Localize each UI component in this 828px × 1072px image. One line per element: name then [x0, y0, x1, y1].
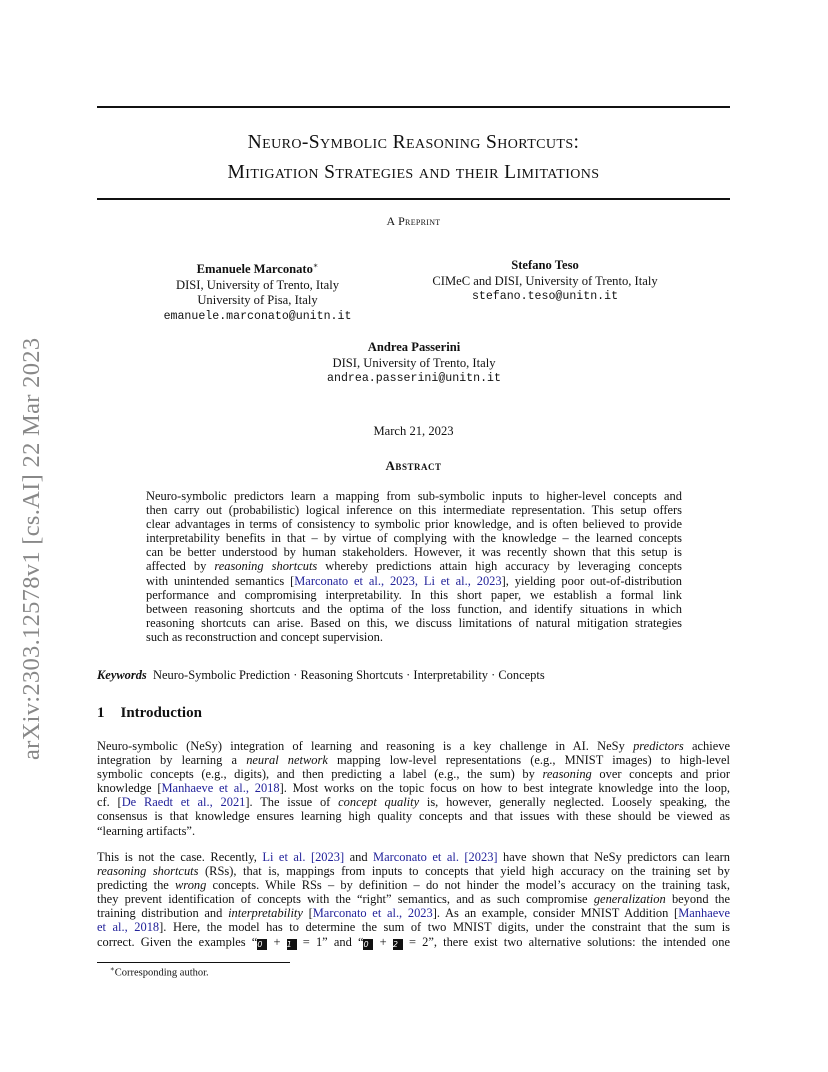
text-run: ]. As an example, consider MNIST Addition [ [432, 906, 679, 921]
text-run: ]. Here, the model has to determine the sum of two MNIST digits, under the constraint that the sum is [159, 920, 731, 935]
emphasis: wrong [175, 878, 207, 893]
text-run: ]. Most works on the topic focus on how to best integrate knowledge into the loop, [279, 781, 731, 796]
text-run: ], yielding poor out-of-distribution [501, 573, 682, 588]
text-run: with unintended semantics [ [146, 573, 295, 588]
author-name: Emanuele Marconato [196, 262, 313, 277]
abstract-line: Neuro-symbolic predictors learn a mapping from sub-symbolic inputs to higher-level concepts and [146, 489, 682, 503]
emphasis: reasoning shortcuts [97, 864, 199, 879]
paragraph-line [97, 935, 730, 950]
mnist-digit-2-icon: 2 [393, 939, 403, 950]
citation-link[interactable]: De Raedt et al., 2021 [121, 795, 246, 810]
abstract-line: interpretability benefits in that – by virtue of complying with the knowledge – the learned concepts [146, 531, 682, 546]
text-run: integration by learning a [97, 753, 247, 768]
paragraph-line [97, 767, 730, 781]
abstract-line: performance and compromising interpretability. In this short paper, we establish a formal link [146, 587, 682, 602]
title-line-2: Mitigation Strategies and their Limitations [227, 162, 600, 183]
title-line-1: Neuro-Symbolic Reasoning Shortcuts: [247, 132, 580, 153]
abstract-line [146, 559, 682, 573]
citation-link[interactable]: Marconato et al. [2023] [373, 850, 498, 864]
citation-link[interactable]: et al., 2018 [97, 920, 160, 935]
paragraph-line [97, 781, 730, 795]
author-name: Andrea Passerini [367, 340, 461, 354]
keywords-label: Keywords [97, 668, 147, 682]
paragraph-line [97, 739, 730, 753]
text-run: knowledge [ [97, 781, 162, 796]
text-run: and [344, 850, 374, 864]
text-run: affected by [146, 559, 215, 574]
text-run: correct. Given the examples “ [97, 934, 258, 949]
paragraph-line [97, 920, 730, 934]
text-run: is, however, generally neglected. Loosely speaking, the [419, 795, 731, 810]
paragraph-line: consensus is that knowledge ensures learning high quality concepts and that issues with these should be viewed as [97, 809, 730, 824]
text-run: = 2”, there exist two alternative solutions: the intended one [402, 934, 731, 949]
abstract-line: clear advantages in terms of consistency to symbolic prior knowledge, and is often believed to provide [146, 517, 682, 532]
emphasis: neural network [246, 753, 328, 768]
citation-link[interactable]: Manhaeve et al., 2018 [161, 781, 280, 796]
footnote-mark: ∗ [110, 965, 115, 973]
text-run: achieve [683, 739, 730, 753]
text-run: have shown that NeSy predictors can learn [497, 850, 731, 864]
text-run: over concepts and prior [591, 767, 730, 782]
abstract-line: then carry out (probabilistic) logical inference on this intermediate representation. This setup offers [146, 503, 682, 518]
author-name: Stefano Teso [511, 258, 579, 272]
paragraph-line [97, 892, 730, 906]
author-email: andrea.passerini@unitn.it [327, 372, 501, 385]
author-block-marconato [140, 258, 375, 324]
citation-link[interactable]: Li et al. [2023] [262, 850, 345, 864]
keywords-text: Neuro-Symbolic Prediction · Reasoning Shortcuts · Interpretability · Concepts [152, 668, 545, 682]
footnote [110, 965, 209, 979]
text-run: concepts. While RSs – by definition – do not hinder the model’s accuracy on the training task, [206, 878, 731, 893]
text-run: (RSs), that is, mappings from inputs to concepts that yield high accuracy on the training set by [198, 864, 730, 879]
text-run: ]. The issue of [245, 795, 339, 810]
text-run: they prevent identification of concepts with the “right” semantics, and as such compromise [97, 892, 594, 907]
text-run: symbolic concepts (e.g., digits), and then predicting a label (e.g., the sum) by [97, 767, 543, 782]
text-run: predicting the [97, 878, 176, 893]
title-top-rule [97, 106, 730, 108]
paragraph-line: “learning artifacts”. [97, 823, 196, 838]
text-run: training distribution and [97, 906, 229, 921]
paper-date: March 21, 2023 [373, 424, 454, 438]
emphasis: predictors [633, 739, 684, 753]
abstract-line: can be better understood by human stakeholders. However, it was recently shown that this setup is [146, 545, 682, 560]
emphasis: concept quality [338, 795, 420, 810]
footnote-text: Corresponding author. [114, 967, 209, 979]
emphasis: interpretability [228, 906, 303, 921]
author-email: emanuele.marconato@unitn.it [163, 309, 352, 323]
arxiv-identifier: arXiv:2303.12578v1 [cs.AI] 22 Mar 2023 [18, 337, 45, 760]
plus-sign: + [267, 934, 287, 949]
abstract-text [146, 489, 682, 644]
paragraph-line [97, 753, 730, 767]
preprint-label: A Preprint [386, 214, 441, 228]
emphasis: reasoning [542, 767, 592, 782]
paragraph-line [97, 864, 730, 878]
author-block-passerini [290, 340, 538, 387]
text-run: cf. [ [97, 795, 122, 810]
intro-paragraph-2 [97, 850, 730, 950]
citation-link[interactable]: Manhaeve [678, 906, 730, 921]
plus-sign: + [373, 934, 393, 949]
paragraph-line [97, 878, 730, 892]
text-run: This is not the case. Recently, [97, 850, 263, 864]
title-bottom-rule [97, 198, 730, 200]
citation-link[interactable]: Marconato et al., 2023, Li et al., 2023 [294, 573, 502, 588]
abstract-line: between reasoning shortcuts and the optima of the loss function, and identify situations in which [146, 601, 682, 616]
author-email: stefano.teso@unitn.it [471, 290, 619, 303]
citation-link[interactable]: Marconato et al., 2023 [312, 906, 433, 921]
footnote-rule [97, 962, 290, 963]
text-run: = 1” and “ [296, 934, 364, 949]
mnist-digit-0-icon: 0 [257, 939, 267, 950]
author-affiliation: University of Pisa, Italy [197, 293, 318, 308]
emphasis: generalization [593, 892, 666, 907]
abstract-line [146, 574, 682, 588]
abstract-heading: Abstract [385, 458, 442, 473]
paragraph-line [97, 795, 730, 809]
author-block-teso [415, 258, 675, 305]
paragraph-line [97, 906, 730, 920]
mnist-digit-0-icon: 0 [363, 939, 373, 950]
abstract-line: reasoning shortcuts can arise. Based on this, we discuss limitations of natural mitigation strategies [146, 615, 682, 630]
intro-paragraph-1 [97, 739, 730, 838]
text-run: mapping low-level representations (e.g., MNIST images) to high-level [327, 753, 731, 768]
abstract-line: such as reconstruction and concept supervision. [146, 629, 383, 644]
section-heading [97, 705, 202, 722]
section-number: 1 [97, 705, 105, 721]
footnote-mark: ∗ [312, 261, 319, 270]
section-title: Introduction [120, 705, 202, 721]
mnist-digit-1-icon: 1 [287, 939, 297, 950]
text-run: Neuro-symbolic (NeSy) integration of learning and reasoning is a key challenge in AI. NeSy [97, 739, 634, 753]
author-affiliation: CIMeC and DISI, University of Trento, Italy [432, 273, 658, 288]
text-run: whereby predictions attain high accuracy by leveraging concepts [317, 559, 682, 574]
paragraph-line [97, 850, 730, 864]
author-affiliation: DISI, University of Trento, Italy [332, 355, 496, 370]
text-run: [ [302, 906, 313, 921]
author-affiliation: DISI, University of Trento, Italy [175, 277, 339, 292]
text-run: beyond the [665, 892, 731, 907]
keywords [97, 668, 545, 682]
emphasis: reasoning shortcuts [214, 559, 318, 574]
paper-title [97, 128, 730, 188]
